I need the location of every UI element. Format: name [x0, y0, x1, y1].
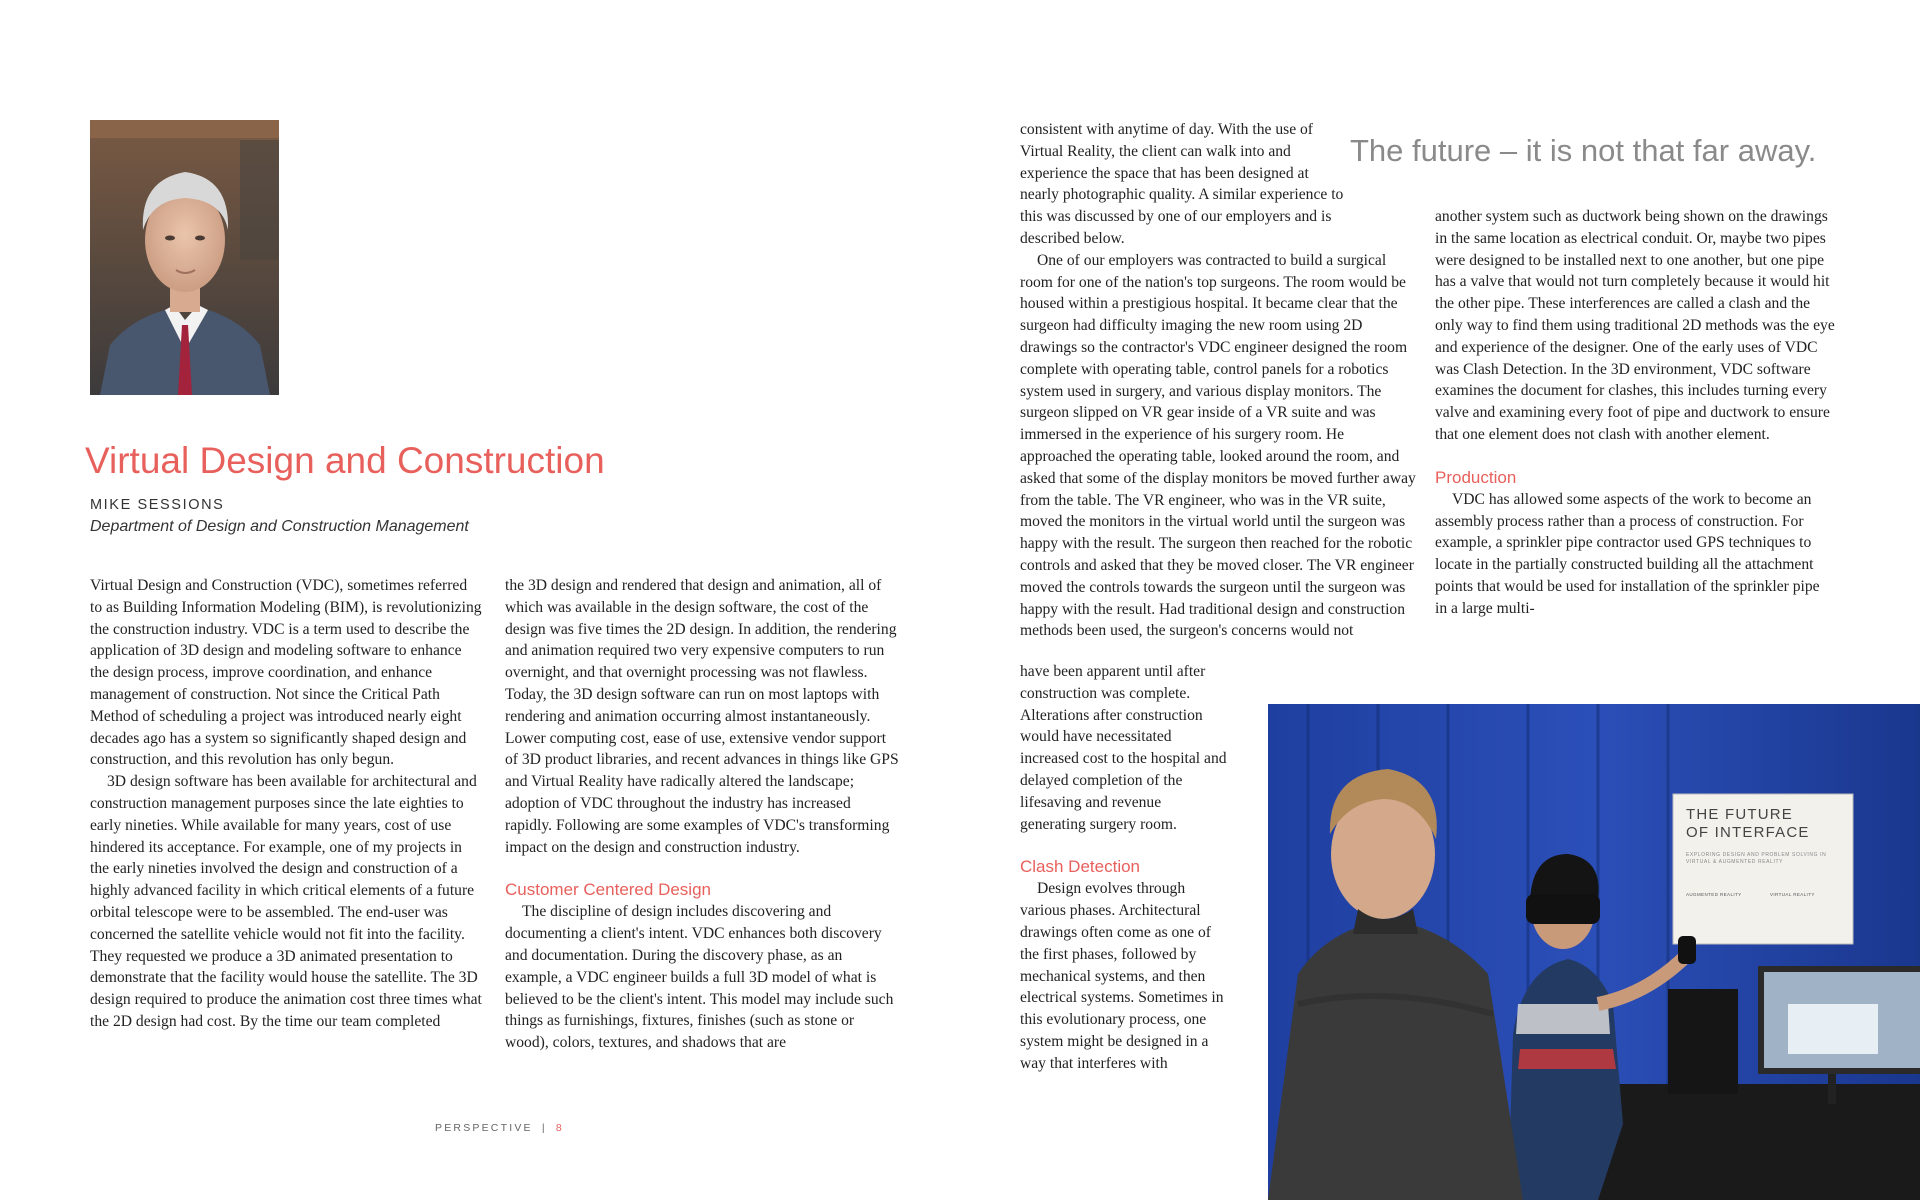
author-department: Department of Design and Construction Management — [90, 518, 469, 535]
text-column-1 — [90, 575, 482, 1033]
paragraph: the 3D design and rendered that design and animation, all of which was available in the design software, the cost of the design was five times the 2D design. In addition, the rendering and animation required two very expensive computers to run overnight, and that overnight processing was not flawless. Today, the 3D design software can run on most laptops with rendering and animation occurring almost instantaneously. Lower computing cost, ease of use, extensive vendor support of 3D product libraries, and recent advances in things like GPS and Virtual Reality have radically altered the landscape; adoption of VDC throughout the industry has increased rapidly. Following are some examples of VDC's transforming impact on the design and construction industry. — [505, 577, 899, 856]
sign-title-line-1: THE FUTURE — [1686, 806, 1793, 823]
sign-title — [1686, 806, 1846, 842]
paragraph: another system such as ductwork being shown on the drawings in the same location as electrical conduit. Or, maybe two pipes were designed to be installed next to one another, but one pipe has a valve that would not turn completely because it would hit the other pipe. These interferences are called a clash and the only way to find them using traditional 2D methods was the eye and experience of the designer. One of the early uses of VDC was Clash Detection. In the 3D environment, VDC software examines the document for clashes, this includes turning every valve and examining every foot of pipe and ductwork to ensure that one element does not clash with another element. — [1435, 208, 1835, 443]
paragraph: Design evolves through various phases. Architectural drawings often come as one of the first phases, followed by mechanical systems, and then electrical systems. Sometimes in this evolutionary process, one system might be designed in a way that interferes with — [1020, 880, 1224, 1072]
sign-right-label: VIRTUAL REALITY — [1770, 892, 1815, 897]
paragraph: VDC has allowed some aspects of the work to become an assembly process rather than a process of construction. For example, a sprinkler pipe contractor used GPS techniques to locate in the partially constructed building all the attachment points that would be used for installation of the sprinkler pipe in a large multi- — [1435, 490, 1820, 617]
text-column-3 — [1020, 119, 1416, 642]
section-heading: Production — [1435, 467, 1517, 487]
sign-left-label: AUGMENTED REALITY — [1686, 892, 1742, 897]
text-column-4 — [1435, 206, 1835, 620]
paragraph: consistent with anytime of day. With the use of Virtual Reality, the client can walk into and experience the space that has been designed at nearly photographic quality. A similar experience to this was discussed by one of our employers and is described below. — [1020, 121, 1344, 247]
section-heading: Clash Detection — [1020, 857, 1141, 877]
paragraph: 3D design software has been available for architectural and construction management purposes since the late eighties to early nineties. While available for many years, cost of use hindered its acceptance. For example, one of my projects in the early nineties involved the design and construction of a highly advanced facility in which critical elements of a future orbital telescope were to be assembled. The end-user was concerned the satellite vehicle would not fit into the facility. They requested we produce a 3D animated presentation to demonstrate that the facility would house the satellite. The 3D design required to produce the animation cost three times what the 2D design had cost. By the time our team completed — [90, 773, 482, 1030]
section-heading: Customer Centered Design — [505, 880, 711, 900]
text-column-2 — [505, 575, 900, 1054]
paragraph: The discipline of design includes discovering and documenting a client's intent. VDC enhances both discovery and documentation. During the discovery phase, as an example, a VDC engineer builds a full 3D model of what is believed to be the client's intent. This model may include such things as furnishings, fixtures, finishes (such as stone or wood), colors, textures, and shadows that are — [505, 903, 894, 1052]
article-title: Virtual Design and Construction — [85, 440, 605, 481]
sign-subtitle: EXPLORING DESIGN AND PROBLEM SOLVING IN VIRTUAL & AUGMENTED REALITY — [1686, 852, 1827, 865]
paragraph: have been apparent until after construction was complete. Alterations after construction would have necessitated increased cost to the hospital and delayed completion of the lifesaving and revenue generating surgery room. — [1020, 663, 1227, 833]
pull-quote: The future – it is not that far away. — [1350, 133, 1817, 168]
paragraph: Virtual Design and Construction (VDC), sometimes referred to as Building Information Modeling (BIM), is revolutionizing the construction industry. VDC is a term used to describe the application of 3D design and modeling software to enhance the design process, improve coordination, and enhance management of construction. Not since the Critical Path Method of scheduling a project was introduced nearly eight decades ago has a system so significantly shaped design and construction, and this revolution has only begun. — [90, 577, 482, 769]
author-portrait — [90, 120, 279, 395]
page-footer — [435, 1122, 564, 1134]
footer-separator: | — [541, 1122, 547, 1134]
text-column-3-lower — [1020, 661, 1228, 1075]
paragraph: One of our employers was contracted to build a surgical room for one of the nation's top surgeons. The room would be housed within a prestigious hospital. It became clear that the surgeon had difficulty imaging the new room using 2D drawings so the contractor's VDC engineer designed the room complete with operating table, control panels for a robotics system used in surgery, and various display monitors. The surgeon slipped on VR gear inside of a VR suite and was immersed in the experience of his surgery room. He approached the operating table, looked around the room, and asked that some of the display monitors be moved further away from the table. The VR engineer, who was in the VR suite, moved the monitors in the virtual world until the surgeon was happy with the result. The surgeon then reached for the robotic controls and asked that they be moved closer. The VR engineer moved the controls towards the surgeon until the surgeon was happy with the result. Had traditional design and construction methods been used, the surgeon's concerns would not — [1020, 251, 1416, 640]
sign-title-line-2: OF INTERFACE — [1686, 824, 1810, 841]
vr-demo-photo — [1268, 704, 1920, 1200]
publication-name: PERSPECTIVE — [435, 1122, 533, 1134]
author-name: MIKE SESSIONS — [90, 497, 225, 513]
page-number: 8 — [555, 1122, 564, 1134]
